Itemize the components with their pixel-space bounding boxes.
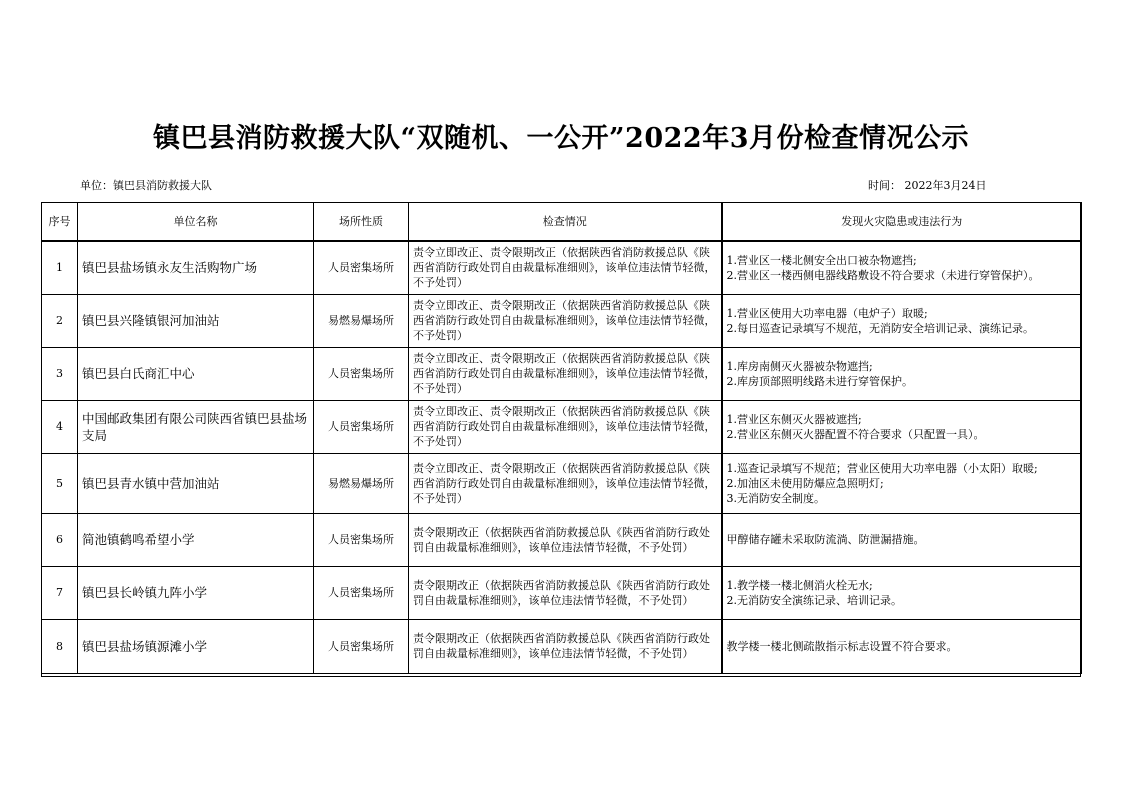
hazard-item: 2.每日巡查记录填写不规范，无消防安全培训记录、演练记录。 xyxy=(726,321,1034,335)
hazard-item: 3.无消防安全制度。 xyxy=(726,491,825,505)
page-title: 镇巴县消防救援大队“双随机、一公开”2022年3月份检查情况公示 xyxy=(153,123,969,154)
hazard-item: 1.营业区一楼北侧安全出口被杂物遮挡; xyxy=(726,253,917,267)
row-check-result: 责令立即改正、责令限期改正（依据陕西省消防救援总队《陕西省消防行政处罚自由裁量标准细则》，该单位违法情节轻微，不予处罚） xyxy=(409,400,722,453)
col-header-check: 检查情况 xyxy=(409,203,722,242)
row-check-result: 责令立即改正、责令限期改正（依据陕西省消防救援总队《陕西省消防行政处罚自由裁量标准细则》，该单位违法情节轻微，不予处罚） xyxy=(409,294,722,347)
table-row xyxy=(42,566,1082,619)
hazard-item: 1.教学楼一楼北侧消火栓无水; xyxy=(726,578,873,592)
unit-label: 单位：镇巴县消防救援大队 xyxy=(80,179,212,192)
row-hazards xyxy=(722,347,1082,400)
row-unit-name: 简池镇鹤鸣希望小学 xyxy=(78,513,314,566)
col-header-type: 场所性质 xyxy=(314,203,409,242)
table-row xyxy=(42,619,1082,673)
row-venue-type: 人员密集场所 xyxy=(314,400,409,453)
row-unit-name: 中国邮政集团有限公司陕西省镇巴县盐场支局 xyxy=(78,400,314,453)
hazard-item: 2.营业区东侧灭火器配置不符合要求（只配置一具）。 xyxy=(726,427,985,441)
row-venue-type: 人员密集场所 xyxy=(314,566,409,619)
table-row xyxy=(42,241,1082,294)
col-header-hazards: 发现火灾隐患或违法行为 xyxy=(722,203,1082,242)
row-unit-name: 镇巴县白氏商汇中心 xyxy=(78,347,314,400)
row-venue-type: 人员密集场所 xyxy=(314,241,409,294)
row-check-result: 责令立即改正、责令限期改正（依据陕西省消防救援总队《陕西省消防行政处罚自由裁量标准细则》，该单位违法情节轻微，不予处罚） xyxy=(409,347,722,400)
table-row xyxy=(42,513,1082,566)
row-unit-name: 镇巴县盐场镇永友生活购物广场 xyxy=(78,241,314,294)
hazard-item: 2.营业区一楼西侧电器线路敷设不符合要求（未进行穿管保护）。 xyxy=(726,268,1040,282)
row-check-result: 责令立即改正、责令限期改正（依据陕西省消防救援总队《陕西省消防行政处罚自由裁量标准细则》，该单位违法情节轻微，不予处罚） xyxy=(409,241,722,294)
row-hazards xyxy=(722,619,1082,673)
table-row xyxy=(42,294,1082,347)
row-unit-name: 镇巴县长岭镇九阵小学 xyxy=(78,566,314,619)
table-row xyxy=(42,453,1082,513)
table-row xyxy=(42,347,1082,400)
hazard-item: 1.营业区使用大功率电器（电炉子）取暖; xyxy=(726,306,928,320)
hazard-item: 1.营业区东侧灭火器被遮挡; xyxy=(726,412,862,426)
row-check-result: 责令限期改正（依据陕西省消防救援总队《陕西省消防行政处罚自由裁量标准细则》，该单位违法情节轻微，不予处罚） xyxy=(409,619,722,673)
hazard-item: 甲醇储存罐未采取防流淌、防泄漏措施。 xyxy=(726,533,925,546)
row-unit-name: 镇巴县青水镇中营加油站 xyxy=(78,453,314,513)
inspection-table xyxy=(41,202,1082,674)
hazard-item: 2.加油区未使用防爆应急照明灯; xyxy=(726,476,884,490)
row-no: 7 xyxy=(42,566,78,619)
row-no: 3 xyxy=(42,347,78,400)
row-venue-type: 易燃易爆场所 xyxy=(314,453,409,513)
row-check-result: 责令限期改正（依据陕西省消防救援总队《陕西省消防行政处罚自由裁量标准细则》，该单位违法情节轻微，不予处罚） xyxy=(409,513,722,566)
row-hazards xyxy=(722,513,1082,566)
row-no: 8 xyxy=(42,619,78,673)
row-check-result: 责令限期改正（依据陕西省消防救援总队《陕西省消防行政处罚自由裁量标准细则》，该单位违法情节轻微，不予处罚） xyxy=(409,566,722,619)
row-no: 6 xyxy=(42,513,78,566)
row-no: 2 xyxy=(42,294,78,347)
row-no: 5 xyxy=(42,453,78,513)
col-header-name: 单位名称 xyxy=(78,203,314,242)
hazard-item: 教学楼一楼北侧疏散指示标志设置不符合要求。 xyxy=(726,639,958,653)
table-row xyxy=(42,400,1082,453)
row-venue-type: 人员密集场所 xyxy=(314,619,409,673)
hazard-item: 2.库房顶部照明线路未进行穿管保护。 xyxy=(726,374,913,388)
row-hazards xyxy=(722,400,1082,453)
row-no: 4 xyxy=(42,400,78,453)
row-no: 1 xyxy=(42,241,78,294)
row-unit-name: 镇巴县兴隆镇银河加油站 xyxy=(78,294,314,347)
row-hazards xyxy=(722,294,1082,347)
hazard-item: 1.巡查记录填写不规范；营业区使用大功率电器（小太阳）取暖; xyxy=(726,461,1038,475)
date-label: 时间： 2022年3月24日 xyxy=(868,179,987,192)
row-hazards xyxy=(722,566,1082,619)
row-unit-name: 镇巴县盐场镇源滩小学 xyxy=(78,619,314,673)
row-venue-type: 人员密集场所 xyxy=(314,513,409,566)
col-header-no: 序号 xyxy=(42,203,78,242)
table-header-row xyxy=(42,203,1082,242)
hazard-item: 2.无消防安全演练记录、培训记录。 xyxy=(726,593,902,607)
row-hazards xyxy=(722,241,1082,294)
hazard-item: 1.库房南侧灭火器被杂物遮挡; xyxy=(726,359,873,373)
row-check-result: 责令立即改正、责令限期改正（依据陕西省消防救援总队《陕西省消防行政处罚自由裁量标准细则》，该单位违法情节轻微，不予处罚） xyxy=(409,453,722,513)
row-hazards xyxy=(722,453,1082,513)
row-venue-type: 易燃易爆场所 xyxy=(314,294,409,347)
row-venue-type: 人员密集场所 xyxy=(314,347,409,400)
